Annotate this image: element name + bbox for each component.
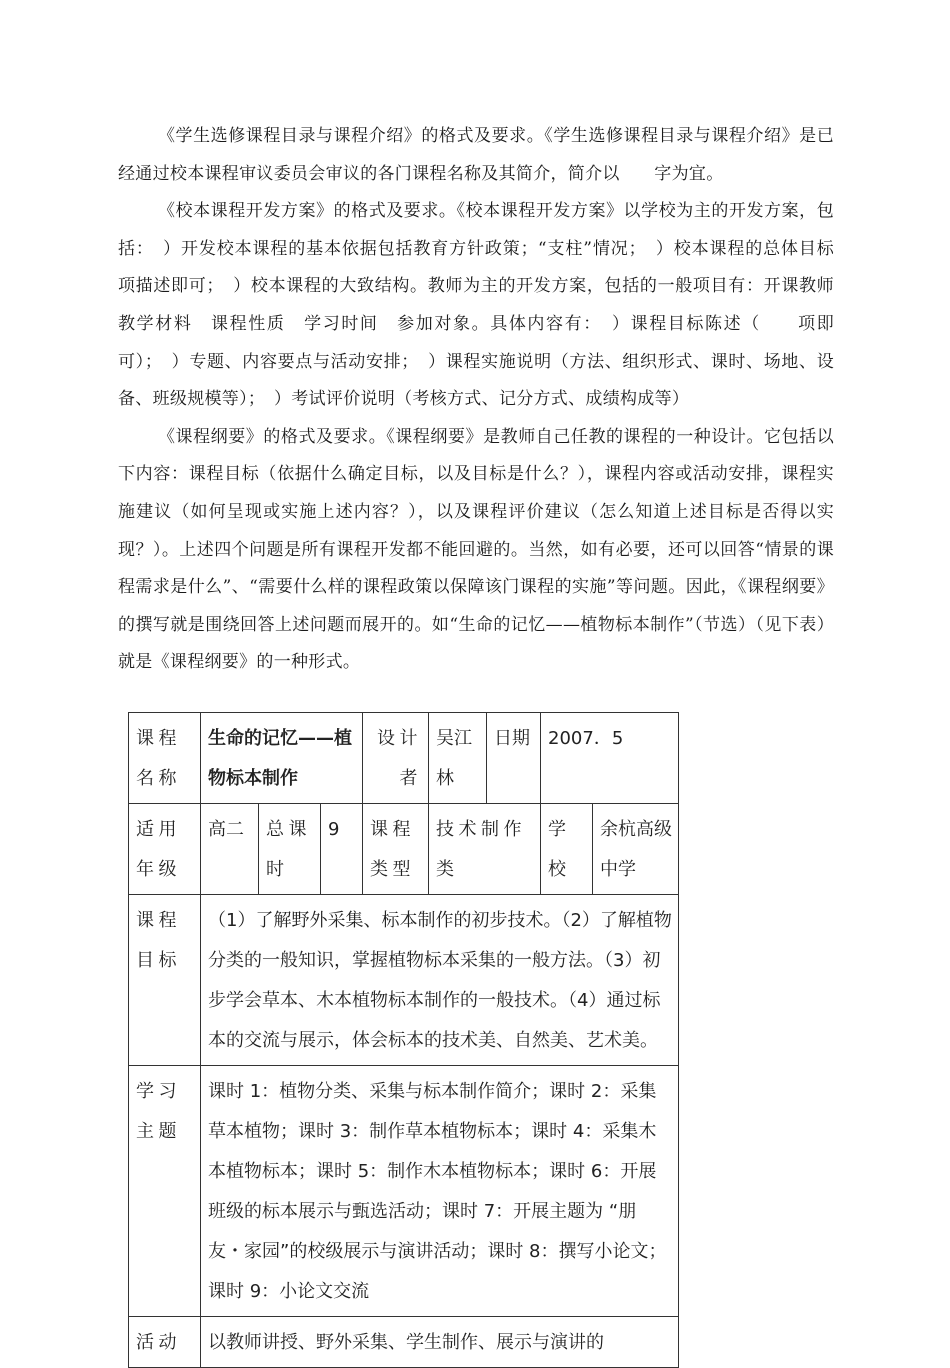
paragraph-course-catalog: 《学生选修课程目录与课程介绍》的格式及要求。《学生选修课程目录与课程介绍》是已经通过校本课程审议委员会审议的各门课程名称及其简介，简介以 字为宜。 [118,126,834,184]
school-value: 余杭高级中学 [593,804,679,895]
course-name-label: 课程名称 [129,713,201,804]
learning-topics-label: 学习主题 [129,1066,201,1317]
table-row [129,713,679,804]
course-type-value: 技术制作类 [429,804,541,895]
course-name-value: 生命的记忆——植物标本制作 [201,713,363,804]
course-outline-table [128,712,679,1368]
activity-label: 活动 [129,1317,201,1368]
course-type-label: 课程类型 [363,804,429,895]
designer-value: 吴江林 [429,713,487,804]
body-text [118,118,869,682]
grade-value: 高二 [201,804,259,895]
activity-value [201,1317,679,1368]
course-goals-label: 课程目标 [129,895,201,1066]
date-label: 日期 [487,713,541,804]
learning-topics-value: 课时 1：植物分类、采集与标本制作简介；课时 2：采集草本植物；课时 3：制作草本植物标本；课时 4：采集木本植物标本；课时 5：制作木本植物标本；课时 6：开展班级的标本展示与甄选活动；课时 7：开展主题为 “朋友・家园”的校级展示与演讲活动；课时 8：撰写小论文；课时 9：小论文交流 [201,1066,679,1317]
activity-text: 以教师讲授、野外采集、学生制作、展示与演讲的 [208,1332,604,1353]
course-goals-value: （1）了解野外采集、标本制作的初步技术。（2）了解植物分类的一般知识，掌握植物标本采集的一般方法。（3）初步学会草本、木本植物标本制作的一般技术。（4）通过标本的交流与展示，体会标本的技术美、自然美、艺术美。 [201,895,679,1066]
table-row [129,804,679,895]
table-row [129,895,679,1066]
paragraph-course-outline: 《课程纲要》的格式及要求。《课程纲要》是教师自己任教的课程的一种设计。它包括以下内容：课程目标（依据什么确定目标，以及目标是什么？），课程内容或活动安排，课程实施建议（如何呈现或实施上述内容？），以及课程评价建议（怎么知道上述目标是否得以实现？）。上述四个问题是所有课程开发都不能回避的。当然，如有必要，还可以回答“情景的课程需求是什么”、“需要什么样的课程政策以保障该门课程的实施”等问题。因此，《课程纲要》的撰写就是围绕回答上述问题而展开的。如“生命的记忆——植物标本制作”（节选）（见下表）就是《课程纲要》的一种形式。 [118,426,834,673]
table-row [129,1066,679,1317]
total-hours-label: 总课时 [259,804,321,895]
table-row [129,1317,679,1368]
grade-label: 适用年级 [129,804,201,895]
paragraph-development-plan: 《校本课程开发方案》的格式及要求。《校本课程开发方案》以学校为主的开发方案，包括： ）开发校本课程的基本依据包括教育方针政策；“支柱”情况； ）校本课程的总体目标 项描述即可； ）校本课程的大致结构。教师为主的开发方案，包括的一般项目有：开课教师 教学材料 课程性质 学习时间 参加对象。具体内容有： ）课程目标陈述（ 项即可）； ）专题、内容要点与活动安排； ）课程实施说明（方法、组织形式、课时、场地、设备、班级规模等）； ）考试评价说明（考核方式、记分方式、成绩构成等） [118,201,869,410]
designer-label: 设计者 [363,713,429,804]
date-value: 2007．5 [541,713,679,804]
school-label: 学校 [541,804,593,895]
total-hours-value: 9 [321,804,363,895]
